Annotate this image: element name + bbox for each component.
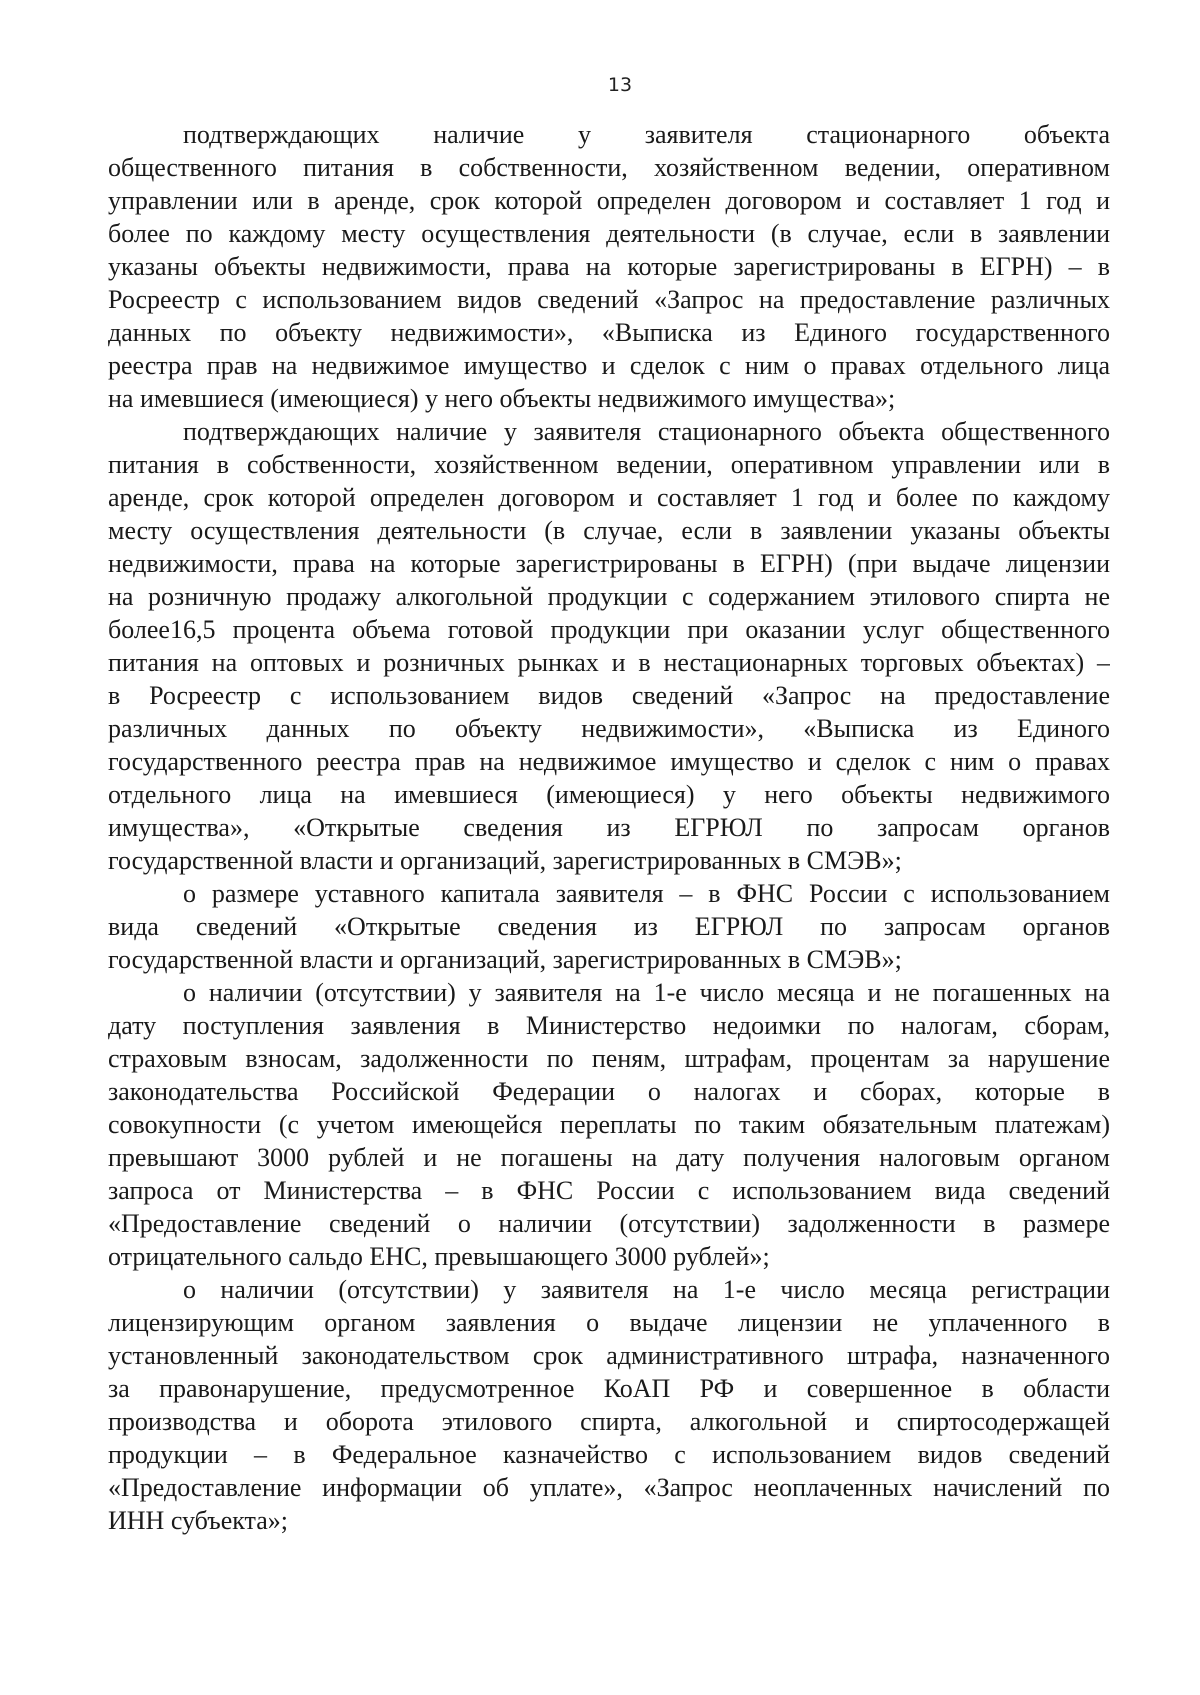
text-line: более по каждому месту осуществления деятельности (в случае, если в заявлении: [108, 219, 1110, 248]
text-line: ИНН субъекта»;: [108, 1506, 288, 1535]
text-line: вида сведений «Открытые сведения из ЕГРЮЛ по запросам органов: [108, 912, 1110, 941]
text-line: различных данных по объекту недвижимости», «Выписка из Единого: [108, 714, 1110, 743]
text-line: запроса от Министерства – в ФНС России с использованием вида сведений: [108, 1176, 1110, 1205]
text-line: данных по объекту недвижимости», «Выписка из Единого государственного: [108, 318, 1110, 347]
text-line: питания на оптовых и розничных рынках и в нестационарных торговых объектах) –: [108, 648, 1110, 677]
text-line: подтверждающих наличие у заявителя стационарного объекта общественного: [183, 417, 1110, 446]
text-line: лицензирующим органом заявления о выдаче лицензии не уплаченного в: [108, 1308, 1110, 1337]
text-line: указаны объекты недвижимости, права на которые зарегистрированы в ЕГРН) – в: [108, 252, 1110, 281]
page-number: 13: [607, 74, 633, 96]
text-line: более16,5 процента объема готовой продукции при оказании услуг общественного: [108, 615, 1110, 644]
text-line: за правонарушение, предусмотренное КоАП РФ и совершенное в области: [108, 1374, 1110, 1403]
text-line: страховым взносам, задолженности по пеням, штрафам, процентам за нарушение: [108, 1044, 1110, 1073]
text-line: отдельного лица на имевшиеся (имеющиеся) у него объекты недвижимого: [108, 780, 1110, 809]
text-line: о наличии (отсутствии) у заявителя на 1-е число месяца и не погашенных на: [183, 978, 1110, 1007]
text-line: о размере уставного капитала заявителя – в ФНС России с использованием: [183, 879, 1110, 908]
text-line: производства и оборота этилового спирта, алкогольной и спиртосодержащей: [108, 1407, 1110, 1436]
text-line: дату поступления заявления в Министерство недоимки по налогам, сборам,: [108, 1011, 1110, 1040]
text-line: общественного питания в собственности, хозяйственном ведении, оперативном: [108, 153, 1110, 182]
text-line: превышают 3000 рублей и не погашены на дату получения налоговым органом: [108, 1143, 1110, 1172]
text-line: о наличии (отсутствии) у заявителя на 1-е число месяца регистрации: [183, 1275, 1110, 1304]
text-line: законодательства Российской Федерации о налогах и сборах, которые в: [108, 1077, 1110, 1106]
text-line: установленный законодательством срок административного штрафа, назначенного: [108, 1341, 1110, 1370]
text-line: государственной власти и организаций, зарегистрированных в СМЭВ»;: [108, 945, 902, 974]
text-line: питания в собственности, хозяйственном ведении, оперативном управлении или в: [108, 450, 1110, 479]
text-line: недвижимости, права на которые зарегистрированы в ЕГРН) (при выдаче лицензии: [108, 549, 1110, 578]
text-line: совокупности (с учетом имеющейся переплаты по таким обязательным платежам): [108, 1110, 1110, 1139]
paragraph: [108, 976, 1110, 1273]
text-line: продукции – в Федеральное казначейство с использованием видов сведений: [108, 1440, 1110, 1469]
text-line: реестра прав на недвижимое имущество и сделок с ним о правах отдельного лица: [108, 351, 1110, 380]
text-line: Росреестр с использованием видов сведений «Запрос на предоставление различных: [108, 285, 1110, 314]
text-line: на имевшиеся (имеющиеся) у него объекты недвижимого имущества»;: [108, 384, 896, 413]
paragraph: [108, 877, 1110, 976]
text-line: «Предоставление информации об уплате», «Запрос неоплаченных начислений по: [108, 1473, 1110, 1502]
paragraph: [108, 1273, 1110, 1537]
text-line: на розничную продажу алкогольной продукции с содержанием этилового спирта не: [108, 582, 1110, 611]
document-body: [108, 118, 1110, 1537]
text-line: «Предоставление сведений о наличии (отсутствии) задолженности в размере: [108, 1209, 1110, 1238]
paragraph: [108, 118, 1110, 415]
text-line: в Росреестр с использованием видов сведений «Запрос на предоставление: [108, 681, 1110, 710]
text-line: отрицательного сальдо ЕНС, превышающего 3000 рублей»;: [108, 1242, 770, 1271]
paragraph: [108, 415, 1110, 877]
text-line: государственного реестра прав на недвижимое имущество и сделок с ним о правах: [108, 747, 1110, 776]
text-line: подтверждающих наличие у заявителя стационарного объекта: [183, 120, 1110, 149]
text-line: месту осуществления деятельности (в случае, если в заявлении указаны объекты: [108, 516, 1110, 545]
text-line: управлении или в аренде, срок которой определен договором и составляет 1 год и: [108, 186, 1110, 215]
text-line: имущества», «Открытые сведения из ЕГРЮЛ по запросам органов: [108, 813, 1110, 842]
text-line: государственной власти и организаций, зарегистрированных в СМЭВ»;: [108, 846, 902, 875]
text-line: аренде, срок которой определен договором и составляет 1 год и более по каждому: [108, 483, 1110, 512]
